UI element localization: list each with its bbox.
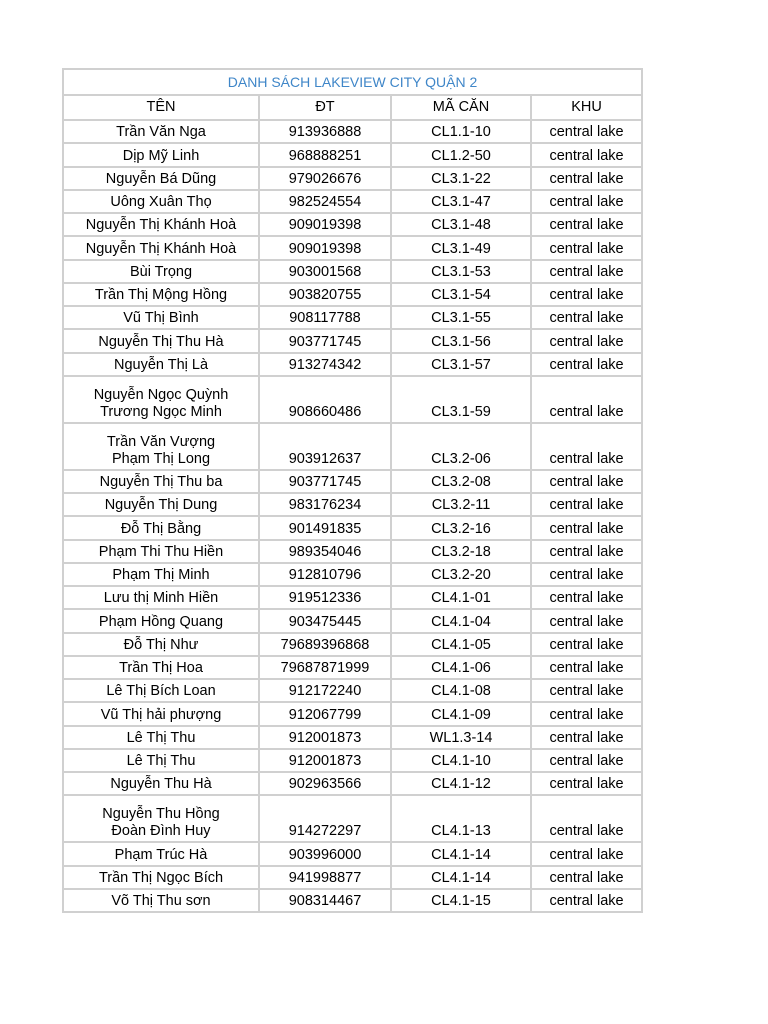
cell-name <box>63 190 259 213</box>
cell-unit-code: CL4.1-13 <box>391 795 531 842</box>
table-row <box>63 656 642 679</box>
cell-phone: 908660486 <box>259 376 391 423</box>
cell-unit-code: CL3.1-54 <box>391 283 531 306</box>
name-line: Trần Văn Nga <box>116 124 206 141</box>
cell-phone: 912810796 <box>259 563 391 586</box>
cell-phone: 989354046 <box>259 540 391 563</box>
cell-unit-code: CL4.1-01 <box>391 586 531 609</box>
cell-name <box>63 609 259 632</box>
cell-unit-code: CL3.1-57 <box>391 353 531 376</box>
cell-phone: 919512336 <box>259 586 391 609</box>
name-line: Lê Thị Bích Loan <box>106 683 216 700</box>
table-row <box>63 213 642 236</box>
table-body <box>63 69 642 912</box>
table-row <box>63 866 642 889</box>
table-row <box>63 772 642 795</box>
cell-unit-code: CL1.1-10 <box>391 120 531 143</box>
cell-phone: 979026676 <box>259 167 391 190</box>
table-row <box>63 376 642 423</box>
header-unit-code: MÃ CĂN <box>391 95 531 120</box>
cell-unit-code: CL4.1-04 <box>391 609 531 632</box>
cell-zone: central lake <box>531 609 642 632</box>
header-name: TÊN <box>63 95 259 120</box>
cell-unit-code: CL3.1-47 <box>391 190 531 213</box>
name-line: Trần Thị Ngọc Bích <box>98 869 224 886</box>
header-phone: ĐT <box>259 95 391 120</box>
title-row <box>63 69 642 95</box>
cell-zone: central lake <box>531 190 642 213</box>
cell-name <box>63 493 259 516</box>
name-line: Vũ Thị hải phượng <box>100 706 222 723</box>
cell-unit-code: CL3.1-48 <box>391 213 531 236</box>
name-line: Nguyễn Thị Khánh Hoà <box>85 240 237 257</box>
table-row <box>63 190 642 213</box>
cell-unit-code: CL4.1-12 <box>391 772 531 795</box>
cell-zone: central lake <box>531 563 642 586</box>
cell-name <box>63 167 259 190</box>
name-line: Đỗ Thị Như <box>123 636 199 653</box>
cell-name <box>63 866 259 889</box>
cell-zone: central lake <box>531 726 642 749</box>
name-line: Trần Thị Hoa <box>119 660 203 676</box>
table-row <box>63 540 642 563</box>
cell-unit-code: CL3.1-59 <box>391 376 531 423</box>
cell-zone: central lake <box>531 842 642 865</box>
cell-name <box>63 283 259 306</box>
cell-zone: central lake <box>531 633 642 656</box>
table-row <box>63 353 642 376</box>
cell-phone: 902963566 <box>259 772 391 795</box>
cell-zone: central lake <box>531 353 642 376</box>
table-row <box>63 702 642 725</box>
cell-name <box>63 633 259 656</box>
cell-phone: 79689396868 <box>259 633 391 656</box>
cell-name <box>63 213 259 236</box>
cell-zone: central lake <box>531 772 642 795</box>
cell-zone: central lake <box>531 795 642 842</box>
cell-zone: central lake <box>531 143 642 166</box>
cell-zone: central lake <box>531 470 642 493</box>
cell-zone: central lake <box>531 749 642 772</box>
cell-name <box>63 260 259 283</box>
cell-zone: central lake <box>531 889 642 912</box>
cell-phone: 903771745 <box>259 470 391 493</box>
cell-unit-code: CL3.1-56 <box>391 329 531 352</box>
cell-phone: 982524554 <box>259 190 391 213</box>
table-title: DANH SÁCH LAKEVIEW CITY QUẬN 2 <box>63 69 642 95</box>
cell-unit-code: CL3.2-16 <box>391 516 531 539</box>
cell-zone: central lake <box>531 679 642 702</box>
name-line: Nguyễn Thu Hồng <box>102 806 220 823</box>
name-line: Phạm Thị Minh <box>112 567 210 583</box>
name-line: Phạm Trúc Hà <box>114 846 208 863</box>
table-row <box>63 470 642 493</box>
name-line: Trương Ngọc Minh <box>100 403 222 420</box>
cell-zone: central lake <box>531 376 642 423</box>
cell-phone: 903820755 <box>259 283 391 306</box>
cell-name <box>63 679 259 702</box>
cell-name <box>63 516 259 539</box>
name-line: Phạm Thị Long <box>111 450 211 467</box>
cell-zone: central lake <box>531 493 642 516</box>
cell-name <box>63 749 259 772</box>
cell-name <box>63 795 259 842</box>
cell-phone: 912067799 <box>259 702 391 725</box>
cell-unit-code: CL1.2-50 <box>391 143 531 166</box>
table-row <box>63 726 642 749</box>
cell-unit-code: CL3.1-53 <box>391 260 531 283</box>
table-row <box>63 423 642 470</box>
name-line: Bùi Trọng <box>129 263 193 280</box>
cell-unit-code: CL3.2-18 <box>391 540 531 563</box>
table-row <box>63 236 642 259</box>
cell-phone: 903912637 <box>259 423 391 470</box>
residents-table <box>62 68 643 913</box>
table-row <box>63 329 642 352</box>
table-row <box>63 283 642 306</box>
name-line: Lưu thị Minh Hiền <box>103 590 219 607</box>
name-line: Phạm Hồng Quang <box>98 613 224 630</box>
name-line: Nguyễn Ngọc Quỳnh <box>93 386 229 403</box>
name-line: Nguyễn Thị Thu Hà <box>98 333 224 350</box>
table-row <box>63 563 642 586</box>
name-line: Võ Thị Thu sơn <box>111 893 211 909</box>
name-line: Nguyễn Thị Khánh Hoà <box>85 217 237 234</box>
cell-name <box>63 236 259 259</box>
cell-phone: 913936888 <box>259 120 391 143</box>
table-row <box>63 749 642 772</box>
cell-zone: central lake <box>531 540 642 563</box>
cell-name <box>63 306 259 329</box>
cell-phone: 912001873 <box>259 726 391 749</box>
cell-unit-code: CL3.2-20 <box>391 563 531 586</box>
table-row <box>63 609 642 632</box>
cell-unit-code: CL4.1-09 <box>391 702 531 725</box>
cell-phone: 909019398 <box>259 236 391 259</box>
name-line: Lê Thị Thu <box>126 729 196 746</box>
header-zone: KHU <box>531 95 642 120</box>
name-line: Đoàn Đình Huy <box>111 823 211 840</box>
cell-unit-code: CL3.1-22 <box>391 167 531 190</box>
cell-phone: 901491835 <box>259 516 391 539</box>
cell-name <box>63 376 259 423</box>
table-row <box>63 260 642 283</box>
cell-name <box>63 329 259 352</box>
name-line: Nguyễn Thị Là <box>113 356 209 373</box>
cell-zone: central lake <box>531 283 642 306</box>
cell-unit-code: CL3.1-49 <box>391 236 531 259</box>
table-row <box>63 679 642 702</box>
table-row <box>63 889 642 912</box>
table-row <box>63 120 642 143</box>
cell-name <box>63 656 259 679</box>
cell-unit-code: CL4.1-05 <box>391 633 531 656</box>
cell-unit-code: CL3.2-11 <box>391 493 531 516</box>
name-line: Nguyễn Thị Thu ba <box>99 474 223 490</box>
table-row <box>63 493 642 516</box>
cell-unit-code: CL4.1-08 <box>391 679 531 702</box>
table-row <box>63 586 642 609</box>
cell-name <box>63 470 259 493</box>
cell-zone: central lake <box>531 423 642 470</box>
cell-zone: central lake <box>531 866 642 889</box>
table-row <box>63 795 642 842</box>
name-line: Trần Văn Vượng <box>106 433 216 450</box>
name-line: Lê Thị Thu <box>126 753 196 769</box>
cell-zone: central lake <box>531 586 642 609</box>
cell-phone: 912172240 <box>259 679 391 702</box>
name-line: Trần Thị Mộng Hồng <box>94 287 228 303</box>
cell-zone: central lake <box>531 306 642 329</box>
table-row <box>63 516 642 539</box>
name-line: Nguyễn Thị Dung <box>104 497 218 514</box>
cell-zone: central lake <box>531 656 642 679</box>
name-line: Đỗ Thị Bằng <box>120 520 202 537</box>
cell-name <box>63 120 259 143</box>
cell-phone: 941998877 <box>259 866 391 889</box>
table-row <box>63 633 642 656</box>
table-row <box>63 143 642 166</box>
cell-name <box>63 702 259 725</box>
cell-name <box>63 540 259 563</box>
cell-phone: 903475445 <box>259 609 391 632</box>
cell-unit-code: CL4.1-14 <box>391 866 531 889</box>
cell-phone: 903996000 <box>259 842 391 865</box>
cell-phone: 912001873 <box>259 749 391 772</box>
cell-phone: 909019398 <box>259 213 391 236</box>
cell-phone: 913274342 <box>259 353 391 376</box>
cell-zone: central lake <box>531 213 642 236</box>
cell-unit-code: CL3.2-06 <box>391 423 531 470</box>
cell-phone: 903001568 <box>259 260 391 283</box>
cell-unit-code: CL4.1-15 <box>391 889 531 912</box>
cell-zone: central lake <box>531 236 642 259</box>
cell-unit-code: CL3.1-55 <box>391 306 531 329</box>
name-line: Uông Xuân Thọ <box>110 194 212 210</box>
cell-name <box>63 563 259 586</box>
name-line: Dịp Mỹ Linh <box>122 147 200 164</box>
cell-name <box>63 353 259 376</box>
name-line: Nguyễn Bá Dũng <box>105 170 217 187</box>
cell-zone: central lake <box>531 516 642 539</box>
header-row <box>63 95 642 120</box>
cell-name <box>63 586 259 609</box>
name-line: Vũ Thị Bình <box>123 310 199 327</box>
cell-name <box>63 889 259 912</box>
cell-phone: 903771745 <box>259 329 391 352</box>
cell-name <box>63 143 259 166</box>
cell-name <box>63 726 259 749</box>
cell-unit-code: CL4.1-14 <box>391 842 531 865</box>
table-row <box>63 842 642 865</box>
cell-zone: central lake <box>531 167 642 190</box>
name-line: Nguyễn Thu Hà <box>110 776 212 793</box>
cell-zone: central lake <box>531 702 642 725</box>
cell-phone: 968888251 <box>259 143 391 166</box>
table-row <box>63 306 642 329</box>
cell-phone: 908314467 <box>259 889 391 912</box>
cell-unit-code: CL4.1-06 <box>391 656 531 679</box>
cell-unit-code: WL1.3-14 <box>391 726 531 749</box>
cell-phone: 914272297 <box>259 795 391 842</box>
cell-name <box>63 842 259 865</box>
cell-zone: central lake <box>531 120 642 143</box>
cell-zone: central lake <box>531 329 642 352</box>
cell-zone: central lake <box>531 260 642 283</box>
cell-unit-code: CL4.1-10 <box>391 749 531 772</box>
cell-name <box>63 772 259 795</box>
cell-phone: 908117788 <box>259 306 391 329</box>
cell-phone: 79687871999 <box>259 656 391 679</box>
cell-unit-code: CL3.2-08 <box>391 470 531 493</box>
name-line: Phạm Thi Thu Hiền <box>98 543 224 560</box>
cell-phone: 983176234 <box>259 493 391 516</box>
table-row <box>63 167 642 190</box>
cell-name <box>63 423 259 470</box>
